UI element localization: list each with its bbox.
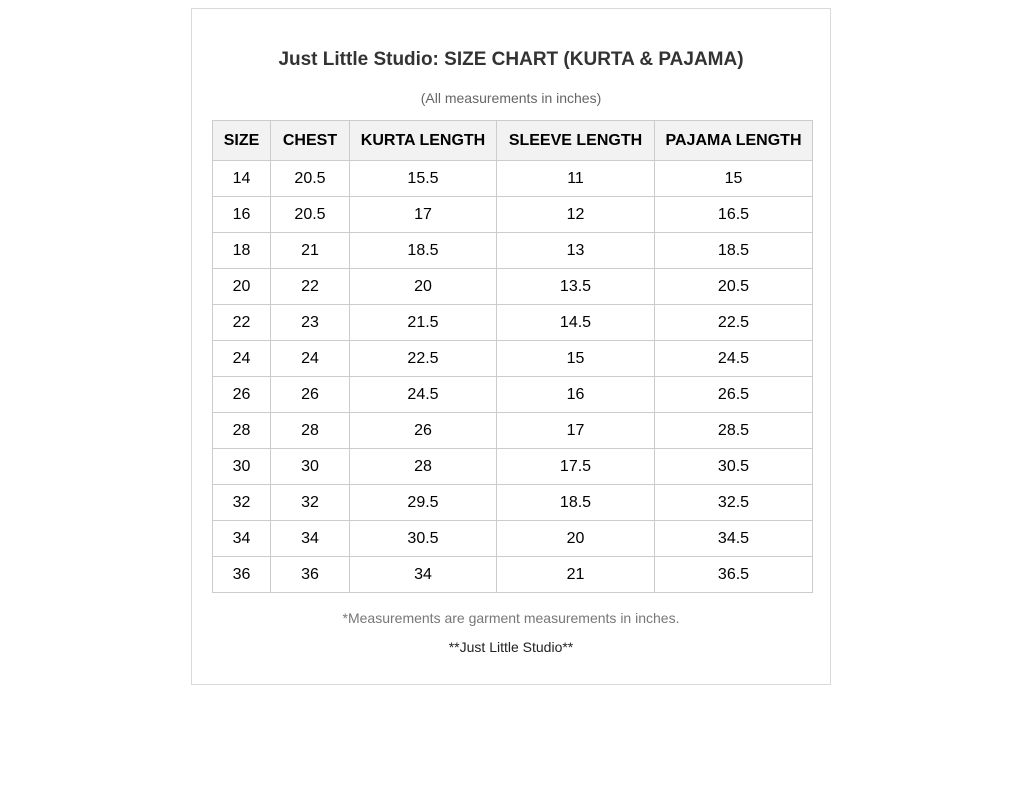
cell-kurta-length: 18.5 [350, 233, 497, 269]
cell-chest: 22 [271, 269, 350, 305]
cell-sleeve-length: 15 [497, 341, 655, 377]
cell-size: 26 [213, 377, 271, 413]
table-row [213, 377, 813, 413]
table-row [213, 233, 813, 269]
cell-size: 24 [213, 341, 271, 377]
cell-sleeve-length: 16 [497, 377, 655, 413]
brand-footer: **Just Little Studio** [448, 639, 574, 655]
page-subtitle: (All measurements in inches) [420, 90, 602, 106]
cell-pajama-length: 15 [655, 161, 813, 197]
cell-chest: 30 [271, 449, 350, 485]
cell-sleeve-length: 18.5 [497, 485, 655, 521]
cell-chest: 23 [271, 305, 350, 341]
cell-sleeve-length: 12 [497, 197, 655, 233]
cell-size: 20 [213, 269, 271, 305]
cell-chest: 26 [271, 377, 350, 413]
column-header-kurta-length: KURTA LENGTH [350, 121, 497, 161]
cell-kurta-length: 30.5 [350, 521, 497, 557]
cell-kurta-length: 21.5 [350, 305, 497, 341]
cell-pajama-length: 28.5 [655, 413, 813, 449]
cell-kurta-length: 15.5 [350, 161, 497, 197]
cell-pajama-length: 36.5 [655, 557, 813, 593]
cell-sleeve-length: 17 [497, 413, 655, 449]
cell-pajama-length: 22.5 [655, 305, 813, 341]
cell-chest: 20.5 [271, 197, 350, 233]
cell-sleeve-length: 14.5 [497, 305, 655, 341]
cell-pajama-length: 16.5 [655, 197, 813, 233]
cell-kurta-length: 29.5 [350, 485, 497, 521]
measurement-note: *Measurements are garment measurements in inches. [342, 610, 680, 626]
cell-kurta-length: 24.5 [350, 377, 497, 413]
size-chart-card [191, 8, 831, 685]
cell-sleeve-length: 17.5 [497, 449, 655, 485]
table-row [213, 449, 813, 485]
cell-pajama-length: 18.5 [655, 233, 813, 269]
cell-chest: 21 [271, 233, 350, 269]
cell-pajama-length: 24.5 [655, 341, 813, 377]
cell-kurta-length: 34 [350, 557, 497, 593]
table-row [213, 197, 813, 233]
cell-size: 14 [213, 161, 271, 197]
cell-pajama-length: 30.5 [655, 449, 813, 485]
cell-size: 36 [213, 557, 271, 593]
cell-size: 22 [213, 305, 271, 341]
cell-sleeve-length: 11 [497, 161, 655, 197]
table-row [213, 413, 813, 449]
cell-pajama-length: 32.5 [655, 485, 813, 521]
table-row [213, 305, 813, 341]
column-header-sleeve-length: SLEEVE LENGTH [497, 121, 655, 161]
column-header-size: SIZE [213, 121, 271, 161]
cell-pajama-length: 34.5 [655, 521, 813, 557]
cell-kurta-length: 22.5 [350, 341, 497, 377]
cell-kurta-length: 17 [350, 197, 497, 233]
cell-sleeve-length: 13 [497, 233, 655, 269]
cell-kurta-length: 20 [350, 269, 497, 305]
table-row [213, 161, 813, 197]
cell-kurta-length: 28 [350, 449, 497, 485]
cell-sleeve-length: 21 [497, 557, 655, 593]
cell-chest: 20.5 [271, 161, 350, 197]
cell-chest: 36 [271, 557, 350, 593]
table-body [213, 161, 813, 593]
cell-size: 16 [213, 197, 271, 233]
cell-pajama-length: 20.5 [655, 269, 813, 305]
cell-size: 18 [213, 233, 271, 269]
table-row [213, 269, 813, 305]
cell-sleeve-length: 13.5 [497, 269, 655, 305]
cell-kurta-length: 26 [350, 413, 497, 449]
cell-sleeve-length: 20 [497, 521, 655, 557]
page-title: Just Little Studio: SIZE CHART (KURTA & PAJAMA) [278, 49, 744, 70]
cell-size: 34 [213, 521, 271, 557]
cell-chest: 28 [271, 413, 350, 449]
table-row [213, 485, 813, 521]
column-header-pajama-length: PAJAMA LENGTH [655, 121, 813, 161]
table-row [213, 521, 813, 557]
cell-size: 30 [213, 449, 271, 485]
size-chart-table [212, 120, 813, 593]
cell-size: 28 [213, 413, 271, 449]
cell-size: 32 [213, 485, 271, 521]
cell-chest: 32 [271, 485, 350, 521]
column-header-chest: CHEST [271, 121, 350, 161]
cell-chest: 34 [271, 521, 350, 557]
cell-chest: 24 [271, 341, 350, 377]
table-header-row [213, 121, 813, 161]
table-row [213, 341, 813, 377]
cell-pajama-length: 26.5 [655, 377, 813, 413]
table-row [213, 557, 813, 593]
